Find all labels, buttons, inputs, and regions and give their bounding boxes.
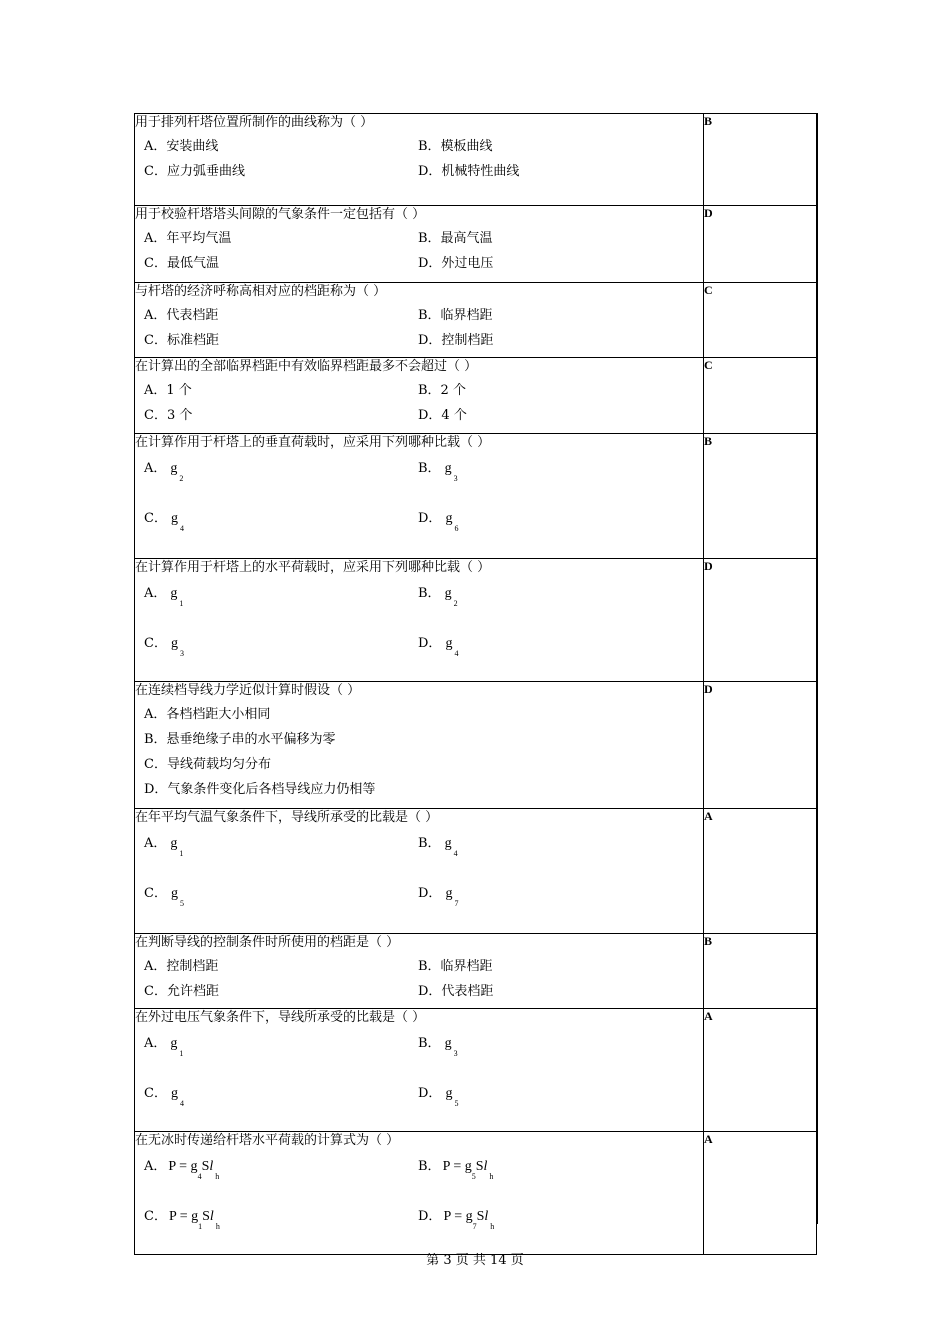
load-subscript: 1 xyxy=(179,849,184,858)
option-a xyxy=(135,831,409,881)
load-subscript: 4 xyxy=(179,524,184,533)
option-a: A．代表档距 xyxy=(144,308,219,323)
option-b: B．悬垂绝缘子串的水平偏移为零 xyxy=(144,732,336,747)
load-symbol: g xyxy=(170,1086,178,1101)
question-cell xyxy=(135,358,704,434)
option-prefix: A． xyxy=(144,586,167,601)
option-list xyxy=(135,226,703,276)
formula-span-subscript: h xyxy=(489,1172,494,1181)
formula-span: l xyxy=(484,1209,489,1224)
question-stem: 在计算作用于杆塔上的垂直荷载时，应采用下列哪种比载（ ） xyxy=(135,435,491,450)
formula-text: P = g xyxy=(442,1159,472,1174)
option-c xyxy=(135,881,409,931)
question-stem: 用于排列杆塔位置所制作的曲线称为（ ） xyxy=(135,115,374,130)
formula-area: S xyxy=(201,1159,210,1174)
option-c xyxy=(135,1204,409,1254)
load-subscript: 4 xyxy=(454,649,459,658)
load-symbol: g xyxy=(170,586,178,601)
load-symbol: g xyxy=(445,511,453,526)
question-cell xyxy=(135,434,704,559)
formula-area: S xyxy=(475,1159,484,1174)
option-prefix: C． xyxy=(144,1086,167,1101)
question-row xyxy=(135,283,817,358)
question-cell xyxy=(135,1132,704,1255)
option-c xyxy=(135,1081,409,1131)
option-c xyxy=(135,506,409,556)
question-table xyxy=(134,113,817,1255)
option-prefix: A． xyxy=(144,1036,167,1051)
option-a: A．年平均气温 xyxy=(144,231,232,246)
option-list xyxy=(135,702,703,802)
option-b: B．模板曲线 xyxy=(418,139,493,154)
question-stem: 在计算作用于杆塔上的水平荷载时，应采用下列哪种比载（ ） xyxy=(135,560,491,575)
load-symbol: g xyxy=(444,461,452,476)
question-stem: 在外过电压气象条件下，导线所承受的比载是（ ） xyxy=(135,1010,426,1025)
option-prefix: B． xyxy=(418,1159,441,1174)
question-stem: 与杆塔的经济呼称高相对应的档距称为（ ） xyxy=(135,284,387,299)
option-c: C．标准档距 xyxy=(144,333,219,348)
option-prefix: D． xyxy=(418,636,442,651)
load-symbol: g xyxy=(170,886,178,901)
question-row xyxy=(135,434,817,559)
formula-span-subscript: h xyxy=(490,1222,495,1231)
option-a xyxy=(135,1154,409,1204)
question-stem: 在计算出的全部临界档距中有效临界档距最多不会超过（ ） xyxy=(135,359,478,374)
question-row xyxy=(135,1009,817,1132)
formula-span: l xyxy=(209,1209,214,1224)
option-b: B．临界档距 xyxy=(418,959,493,974)
load-symbol: g xyxy=(444,586,452,601)
load-subscript: 2 xyxy=(179,474,184,483)
option-a xyxy=(135,1031,409,1081)
load-subscript: 5 xyxy=(179,899,184,908)
option-a: A．安装曲线 xyxy=(144,139,219,154)
question-cell xyxy=(135,559,704,682)
answer-cell: A xyxy=(704,809,817,934)
load-subscript: 4 xyxy=(453,849,458,858)
option-list xyxy=(135,831,703,931)
question-row xyxy=(135,114,817,206)
option-prefix: C． xyxy=(144,886,167,901)
question-row xyxy=(135,559,817,682)
question-stem: 用于校验杆塔塔头间隙的气象条件一定包括有（ ） xyxy=(135,207,426,222)
option-b xyxy=(409,456,683,506)
formula-text: P = g xyxy=(168,1159,198,1174)
option-d xyxy=(409,881,683,931)
load-subscript: 1 xyxy=(179,599,184,608)
question-stem: 在判断导线的控制条件时所使用的档距是（ ） xyxy=(135,935,400,950)
question-cell xyxy=(135,206,704,283)
option-prefix: B． xyxy=(418,1036,441,1051)
load-subscript: 6 xyxy=(454,524,459,533)
option-b xyxy=(409,831,683,881)
option-prefix: C． xyxy=(144,511,167,526)
formula-span: l xyxy=(209,1159,214,1174)
answer-cell: B xyxy=(704,114,817,206)
question-row xyxy=(135,358,817,434)
question-stem: 在年平均气温气象条件下，导线所承受的比载是（ ） xyxy=(135,810,439,825)
option-list xyxy=(135,303,703,353)
option-d xyxy=(409,1204,683,1254)
option-prefix: A． xyxy=(144,1159,167,1174)
option-c: C．3 个 xyxy=(144,408,193,423)
option-d: D．气象条件变化后各档导线应力仍相等 xyxy=(144,782,376,797)
table-outer-border xyxy=(817,113,818,1224)
formula-area: S xyxy=(476,1209,485,1224)
option-d xyxy=(409,631,683,681)
answer-cell: D xyxy=(704,559,817,682)
formula-span-subscript: h xyxy=(215,1172,220,1181)
question-stem: 在无冰时传递给杆塔水平荷载的计算式为（ ） xyxy=(135,1133,400,1148)
option-prefix: B． xyxy=(418,836,441,851)
formula-area: S xyxy=(202,1209,210,1224)
question-cell xyxy=(135,114,704,206)
question-cell xyxy=(135,809,704,934)
question-row xyxy=(135,809,817,934)
load-subscript: 4 xyxy=(179,1099,184,1108)
option-d: D．4 个 xyxy=(418,408,467,423)
option-a: A．各档档距大小相同 xyxy=(144,707,271,722)
option-list xyxy=(135,954,703,1004)
question-row xyxy=(135,934,817,1009)
formula-subscript: 7 xyxy=(472,1222,477,1231)
option-list xyxy=(135,581,703,681)
load-subscript: 2 xyxy=(453,599,458,608)
option-prefix: D． xyxy=(418,1086,442,1101)
formula-text: P = g xyxy=(443,1209,473,1224)
option-c: C．应力弧垂曲线 xyxy=(144,164,245,179)
option-prefix: C． xyxy=(144,1209,167,1224)
load-symbol: g xyxy=(170,511,178,526)
question-cell xyxy=(135,283,704,358)
answer-cell: B xyxy=(704,934,817,1009)
load-symbol: g xyxy=(445,1086,453,1101)
load-subscript: 3 xyxy=(453,1049,458,1058)
option-list xyxy=(135,1154,703,1254)
option-b xyxy=(409,581,683,631)
option-c: C．允许档距 xyxy=(144,984,219,999)
formula-text: P = g xyxy=(168,1209,199,1224)
formula-span: l xyxy=(483,1159,488,1174)
option-d xyxy=(409,1081,683,1131)
page-footer: 第 3 页 共 14 页 xyxy=(426,1253,524,1268)
formula-subscript: 5 xyxy=(471,1172,476,1181)
option-prefix: D． xyxy=(418,511,442,526)
load-symbol: g xyxy=(445,636,453,651)
option-prefix: B． xyxy=(418,461,441,476)
option-prefix: A． xyxy=(144,461,167,476)
option-prefix: D． xyxy=(418,886,442,901)
option-d xyxy=(409,506,683,556)
question-row xyxy=(135,206,817,283)
option-d: D．外过电压 xyxy=(418,256,494,271)
question-cell xyxy=(135,682,704,809)
option-a xyxy=(135,581,409,631)
formula-span-subscript: h xyxy=(215,1222,220,1231)
option-d: D．代表档距 xyxy=(418,984,494,999)
option-list xyxy=(135,1031,703,1131)
option-list xyxy=(135,134,703,184)
question-cell xyxy=(135,1009,704,1132)
load-subscript: 3 xyxy=(179,649,184,658)
answer-cell: C xyxy=(704,358,817,434)
option-prefix: A． xyxy=(144,836,167,851)
option-b: B．2 个 xyxy=(418,383,466,398)
option-prefix: D． xyxy=(418,1209,442,1224)
answer-cell: C xyxy=(704,283,817,358)
option-d: D．机械特性曲线 xyxy=(418,164,520,179)
question-row xyxy=(135,1132,817,1255)
option-b: B．最高气温 xyxy=(418,231,493,246)
option-b xyxy=(409,1031,683,1081)
load-subscript: 7 xyxy=(454,899,459,908)
question-cell xyxy=(135,934,704,1009)
load-symbol: g xyxy=(170,1036,178,1051)
answer-cell: B xyxy=(704,434,817,559)
formula-subscript: 4 xyxy=(197,1172,202,1181)
option-c: C．导线荷载均匀分布 xyxy=(144,757,271,772)
option-list xyxy=(135,456,703,556)
load-subscript: 1 xyxy=(179,1049,184,1058)
option-d: D．控制档距 xyxy=(418,333,494,348)
option-c: C．最低气温 xyxy=(144,256,219,271)
load-symbol: g xyxy=(170,836,178,851)
question-stem: 在连续档导线力学近似计算时假设（ ） xyxy=(135,683,361,698)
answer-cell: D xyxy=(704,206,817,283)
load-subscript: 5 xyxy=(454,1099,459,1108)
option-a: A．控制档距 xyxy=(144,959,219,974)
option-b: B．临界档距 xyxy=(418,308,493,323)
option-prefix: C． xyxy=(144,636,167,651)
load-symbol: g xyxy=(444,836,452,851)
option-a: A．1 个 xyxy=(144,383,192,398)
option-prefix: B． xyxy=(418,586,441,601)
load-subscript: 3 xyxy=(453,474,458,483)
load-symbol: g xyxy=(444,1036,452,1051)
answer-cell: A xyxy=(704,1132,817,1255)
load-symbol: g xyxy=(170,461,178,476)
option-c xyxy=(135,631,409,681)
load-symbol: g xyxy=(170,636,178,651)
option-b xyxy=(409,1154,683,1204)
answer-cell: D xyxy=(704,682,817,809)
question-row xyxy=(135,682,817,809)
option-a xyxy=(135,456,409,506)
formula-subscript: 1 xyxy=(198,1222,203,1231)
load-symbol: g xyxy=(445,886,453,901)
answer-cell: A xyxy=(704,1009,817,1132)
option-list xyxy=(135,378,703,428)
